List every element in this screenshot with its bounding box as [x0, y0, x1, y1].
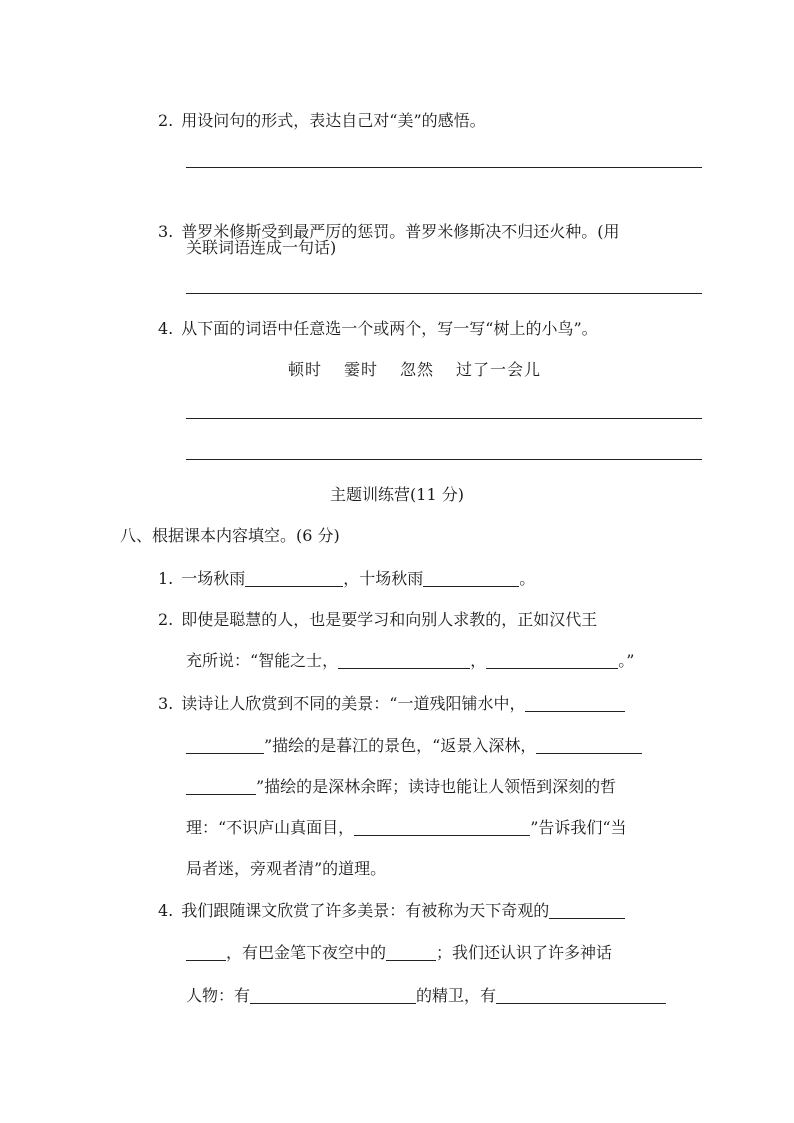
- item-text: 即使是聪慧的人，也是要学习和向别人求教的，正如汉代王: [181, 610, 598, 629]
- answer-line[interactable]: [186, 459, 702, 460]
- question-number: 3.: [158, 694, 174, 713]
- item-text: 读诗让人欣赏到不同的美景：“一道残阳铺水中，: [181, 694, 526, 713]
- item-1: [158, 566, 535, 589]
- question-number: 2.: [158, 111, 174, 130]
- item-text: 。”: [618, 651, 635, 670]
- fill-blank[interactable]: [486, 652, 618, 669]
- item-2: [158, 607, 597, 630]
- question-2: [158, 108, 486, 131]
- item-2-line2: [186, 648, 634, 671]
- fill-blank[interactable]: [536, 737, 642, 754]
- word-item: 顿时: [288, 360, 323, 379]
- part-heading: 八、根据课本内容填空。(6 分): [120, 526, 340, 545]
- word-item: 霎时: [344, 360, 379, 379]
- answer-line[interactable]: [186, 167, 702, 168]
- question-number: 4.: [158, 901, 174, 920]
- item-4: [158, 898, 625, 921]
- item-text: ，十场秋雨: [343, 569, 424, 588]
- fill-blank[interactable]: [245, 570, 343, 587]
- question-number: 4.: [158, 319, 174, 338]
- question-number: 2.: [158, 610, 174, 629]
- fill-blank[interactable]: [338, 652, 470, 669]
- fill-blank[interactable]: [354, 819, 530, 836]
- question-text: 用设问句的形式，表达自己对“美”的感悟。: [181, 111, 486, 130]
- item-text: ；我们还认识了许多神话: [436, 943, 613, 962]
- item-3-line2: [186, 733, 642, 756]
- item-3-line5: 局者迷，旁观者清”的道理。: [186, 859, 387, 878]
- item-text: ”告诉我们“当: [530, 818, 627, 837]
- fill-blank[interactable]: [186, 944, 226, 961]
- item-3-line4: [186, 815, 627, 838]
- word-item: 忽然: [400, 360, 435, 379]
- item-text: 。: [519, 569, 536, 588]
- item-text: 的精卫，有: [416, 986, 497, 1005]
- question-text: 从下面的词语中任意选一个或两个，写一写“树上的小鸟”。: [181, 319, 598, 338]
- item-text: 一场秋雨: [181, 569, 246, 588]
- question-number: 3.: [158, 222, 174, 241]
- item-4-line3: [186, 983, 666, 1006]
- item-4-line2: [186, 940, 612, 963]
- item-text: ，: [470, 651, 487, 670]
- answer-line[interactable]: [186, 293, 702, 294]
- item-3: [158, 691, 625, 714]
- item-3-line3: [186, 774, 616, 797]
- item-text: 理：“不识庐山真面目，: [186, 818, 355, 837]
- question-text: 普罗米修斯受到最严厉的惩罚。普罗米修斯决不归还火种。(用: [181, 222, 620, 241]
- fill-blank[interactable]: [496, 987, 666, 1004]
- question-number: 1.: [158, 569, 174, 588]
- item-text: 充所说：“智能之士，: [186, 651, 339, 670]
- item-text: 人物：有: [186, 986, 251, 1005]
- fill-blank[interactable]: [386, 944, 436, 961]
- question-text: 关联词语连成一句话): [186, 238, 337, 257]
- fill-blank[interactable]: [186, 737, 264, 754]
- item-text: 我们跟随课文欣赏了许多美景：有被称为天下奇观的: [181, 901, 550, 920]
- item-text: ”描绘的是暮江的景色，“返景入深林，: [264, 736, 537, 755]
- word-item: 过了一会儿: [456, 360, 542, 379]
- word-bank: [288, 357, 563, 380]
- fill-blank[interactable]: [250, 987, 416, 1004]
- item-text: ，有巴金笔下夜空中的: [226, 943, 387, 962]
- fill-blank[interactable]: [423, 570, 519, 587]
- item-text: ”描绘的是深林余晖；读诗也能让人领悟到深刻的哲: [256, 777, 617, 796]
- question-4: [158, 316, 598, 339]
- section-title: 主题训练营(11 分): [330, 485, 464, 504]
- fill-blank[interactable]: [186, 778, 256, 795]
- answer-line[interactable]: [186, 418, 702, 419]
- fill-blank[interactable]: [525, 695, 625, 712]
- fill-blank[interactable]: [549, 902, 625, 919]
- question-3-line2: [186, 235, 336, 258]
